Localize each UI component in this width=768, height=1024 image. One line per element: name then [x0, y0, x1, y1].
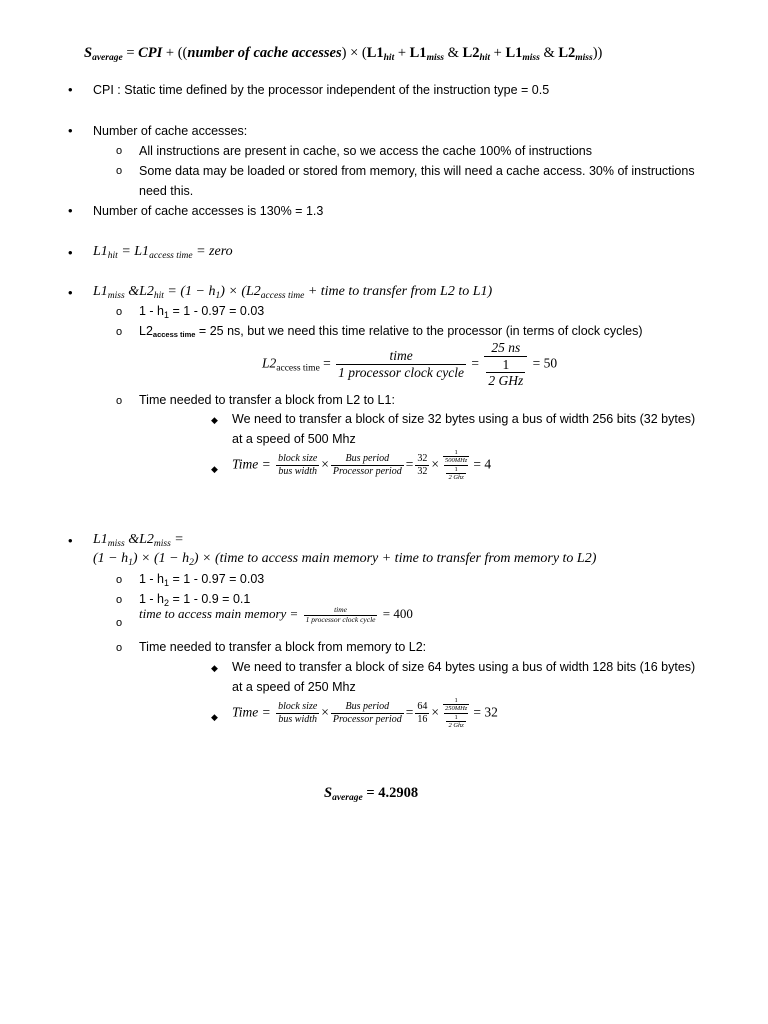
bullet-icon: • — [68, 285, 73, 300]
transfer-l2-l1-equation: Time = $\frac{\text{block size}}{\text{bus width}}$ × $\frac{\text{Bus period}}{\text{Processor period}}$ = $\frac{32}{32}$ × $\frac{\frac{1}{\text{500MHz}}}{\frac{1}{\text{2 Ghz}}}$ = 4 — [232, 449, 492, 482]
main-memory-equation: time to access main memory = $\frac{\text{time}}{\text{1 processor clock cycle}}$ = 400 — [139, 605, 413, 624]
h2-value: $1 - h_2 = 1 - 0.9 = 0.1$ — [139, 592, 251, 608]
diamond-bullet-icon: ◆ — [211, 712, 218, 722]
h1-value-2: $1 - h_1 = 1 - 0.97 = 0.03$ — [139, 572, 265, 588]
circle-bullet-icon: o — [116, 395, 123, 407]
bullet-icon: • — [68, 533, 73, 548]
l2-access-time-line: L2access time = 25 ns, but we need this time relative to the processor (in terms of clock cycles) — [139, 324, 643, 339]
main-formula: $S_{average}$ = CPI + ((number of cache accesses) × ($L1_{hit} + L1_{miss}$ & $L2_{hit} + L1_{miss}$ & $L2_{miss}$)) — [84, 45, 603, 63]
transfer-l2-l1-heading: Time needed to transfer a block from L2 to L1: — [139, 393, 395, 407]
diamond-bullet-icon: ◆ — [211, 663, 218, 673]
final-result: $S_{average} = 4.2908$ — [324, 785, 419, 803]
circle-bullet-icon: o — [116, 165, 123, 177]
cpi-line: CPI : Static time defined by the processor independent of the instruction type = 0.5 — [93, 83, 550, 97]
circle-bullet-icon: o — [116, 642, 123, 654]
l1-miss-l2-miss-formula: $L1_{miss}$ $\&L2_{miss}$ = — [93, 532, 184, 549]
diamond-bullet-icon: ◆ — [211, 464, 218, 474]
transfer-mem-l2-heading: Time needed to transfer a block from memory to L2: — [139, 640, 427, 654]
bullet-icon: • — [68, 203, 73, 218]
l1-hit-formula: $L1_{hit} = L1_{access time}$ = zero — [93, 244, 233, 261]
cache-accesses-item-1: All instructions are present in cache, so we access the cache 100% of instructions — [139, 144, 593, 158]
circle-bullet-icon: o — [116, 306, 123, 318]
circle-bullet-icon: o — [116, 574, 123, 586]
cache-accesses-total: Number of cache accesses is 130% = 1.3 — [93, 204, 324, 218]
bullet-icon: • — [68, 123, 73, 138]
diamond-bullet-icon: ◆ — [211, 415, 218, 425]
cache-accesses-item-2: Some data may be loaded or stored from memory, this will need a cache access. 30% of instructions — [139, 164, 695, 178]
transfer-mem-l2-line-1: We need to transfer a block of size 64 bytes using a bus of width 128 bits (16 bytes) — [232, 660, 696, 674]
cache-accesses-heading: Number of cache accesses: — [93, 124, 248, 138]
cache-accesses-item-2-cont: need this. — [139, 184, 194, 198]
transfer-l2-l1-line-1: We need to transfer a block of size 32 bytes using a bus of width 256 bits (32 bytes) — [232, 412, 696, 426]
transfer-mem-l2-line-2: at a speed of 250 Mhz — [232, 680, 356, 694]
circle-bullet-icon: o — [116, 617, 123, 629]
bullet-icon: • — [68, 82, 73, 97]
l1-miss-l2-hit-formula: $L1_{miss}$ $\&L2_{hit} = (1 - h_1) \times (L2_{access time}$ + time to transfer from L2 to L1) — [93, 284, 493, 301]
circle-bullet-icon: o — [116, 594, 123, 606]
circle-bullet-icon: o — [116, 326, 123, 338]
transfer-l2-l1-line-2: at a speed of 500 Mhz — [232, 432, 356, 446]
circle-bullet-icon: o — [116, 145, 123, 157]
h1-value: $1 - h_1 = 1 - 0.97 = 0.03$ — [139, 304, 265, 320]
transfer-mem-l2-equation: Time = $\frac{\text{block size}}{\text{bus width}}$ × $\frac{\text{Bus period}}{\text{Processor period}}$ = $\frac{64}{16}$ × $\frac{\frac{1}{\text{250MHz}}}{\frac{1}{\text{2 Ghz}}}$ = 32 — [232, 697, 498, 730]
l2-access-time-equation: $L2_{access time}$ = $\frac{\text{time}}{\text{1 processor clock cycle}}$ = $\frac{25 ns}{\frac{1}{\text{2 GHz}}}$ = 50 — [262, 340, 558, 389]
l1-miss-l2-miss-formula-cont: $(1 - h_1) \times (1 - h_2)$ × (time to access main memory + time to transfer from memory to L2) — [93, 551, 597, 568]
bullet-icon: • — [68, 245, 73, 260]
